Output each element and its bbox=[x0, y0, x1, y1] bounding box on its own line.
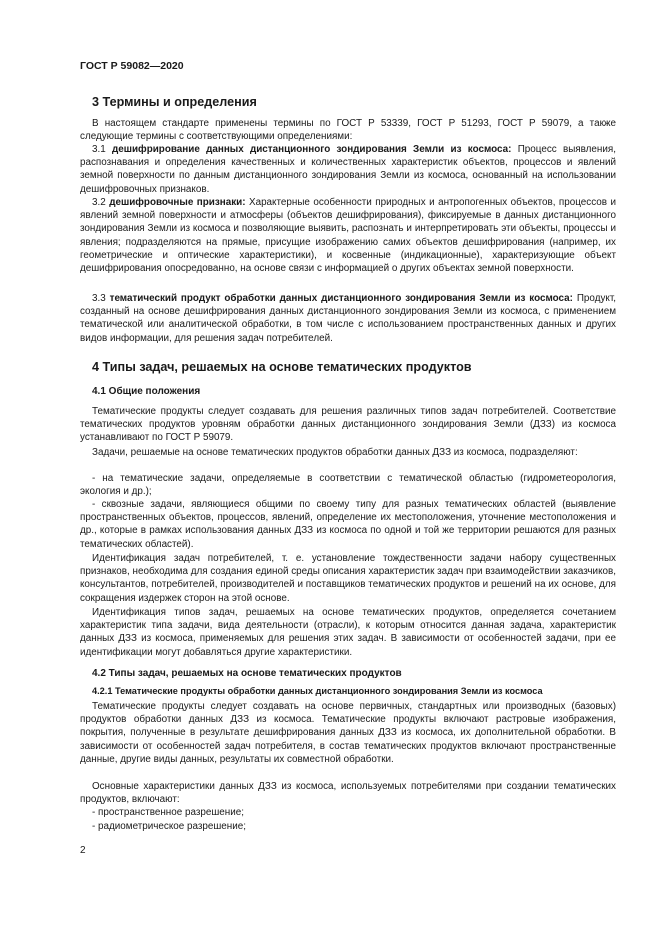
term-3-3: 3.3 тематический продукт обработки данных дистанционного зондирования Земли из космоса: Продукт, созданный на основе дешифрирования данных дистанционного зондирования Земли из космоса, с применением тематической или аналитической обработки, в том числе с использованием пространственных данных и других видов информации, для решения задач потребителей. bbox=[80, 293, 616, 344]
paragraph-4-2-1-4: - радиометрическое разрешение; bbox=[92, 821, 247, 832]
subsection-4-2-heading: 4.2 Типы задач, решаемых на основе тематических продуктов bbox=[92, 668, 402, 679]
term-3-2: 3.2 дешифровочные признаки: Характерные особенности природных и антропогенных объектов, процессов и явлений земной поверхности и атмосферы (объектов дешифрирования), фиксируемые в данных дистанционного зондирования Земли из космоса и позволяющие выявить, распознать и интерпретировать эти объекты, процессы и явления; подразделяются на прямые, присущие изображению самих объектов дешифрирования (например, их геометрические и оптические характеристики), и косвенные (индикационные), характеризующие объект дешифрирования опосредованно, на основе связи с информацией о других объектах земной поверхности. bbox=[80, 197, 617, 275]
section-3-heading: 3 Термины и определения bbox=[92, 95, 257, 109]
section-3-intro: В настоящем стандарте применены термины по ГОСТ Р 53339, ГОСТ Р 51293, ГОСТ Р 59079, а также следующие термины с соответствующими определениями: bbox=[80, 118, 616, 143]
paragraph-4-1-1: Тематические продукты следует создавать для решения различных типов задач потребителей. Соответствие тематических продуктов уровням обработки данных дистанционного зондирования Земли (ДЗЗ) из космоса устанавливают по ГОСТ Р 59079. bbox=[80, 406, 616, 444]
term-3-3-name: тематический продукт обработки данных дистанционного зондирования Земли из космоса: bbox=[109, 293, 573, 304]
paragraph-4-1-3: - на тематические задачи, определяемые в соответствии с тематической областью (гидрометеорология, экология и др.); bbox=[80, 473, 616, 498]
paragraph-4-2-1-3: - пространственное разрешение; bbox=[92, 807, 244, 818]
term-3-2-name: дешифровочные признаки: bbox=[109, 197, 246, 208]
paragraph-4-2-1-1: Тематические продукты следует создавать на основе первичных, стандартных или производных (базовых) продуктов обработки данных ДЗЗ из космоса. Тематические продукты включают растровые изображения, покрытия, полученные в результате дешифрирования данных ДЗЗ из космоса, их дополнительной обработки. В зависимости от особенностей задач потребителя, в состав тематических продуктов включают пространственные данные, другие виды данных, результаты их совместной обработки. bbox=[80, 701, 616, 765]
subsection-4-2-1-heading: 4.2.1 Тематические продукты обработки данных дистанционного зондирования Земли из космоса bbox=[92, 686, 543, 696]
paragraph-4-1-5: Идентификация задач потребителей, т. е. установление тождественности задачи набору существенных признаков, необходима для создания единой среды описания характеристик задач при взаимодействии заказчиков, консультантов, потребителей, производителей и поставщиков тематических продуктов и решений на их основе, для сокращения издержек сторон на этой основе. bbox=[80, 553, 616, 604]
term-3-1-name: дешифрирование данных дистанционного зондирования Земли из космоса: bbox=[112, 144, 512, 155]
paragraph-4-1-4: - сквозные задачи, являющиеся общими по своему типу для разных тематических областей (выявление пространственных объектов, процессов, явлений, определение их местоположения, уточнение местоположения и др., которые в рамках использования данных ДЗЗ из космоса по одной и той же территории решаются для разных тематических областей). bbox=[80, 499, 616, 550]
subsection-4-1-heading: 4.1 Общие положения bbox=[92, 386, 201, 397]
section-4-heading: 4 Типы задач, решаемых на основе тематических продуктов bbox=[92, 360, 472, 374]
document-code-header: ГОСТ Р 59082—2020 bbox=[80, 60, 184, 72]
term-3-1: 3.1 дешифрирование данных дистанционного зондирования Земли из космоса: Процесс выявления, распознавания и определения качественных и количественных характеристик объектов, процессов и явлений земной поверхности по данным дистанционного зондирования Земли из космоса, основанный на использовании дешифровочных признаков. bbox=[80, 144, 616, 195]
paragraph-4-2-1-2: Основные характеристики данных ДЗЗ из космоса, используемых потребителями при создании тематических продуктов, включают: bbox=[80, 781, 616, 806]
paragraph-4-1-6: Идентификация типов задач, решаемых на основе тематических продуктов, определяется сочетанием характеристик типа задачи, вида деятельности (отрасли), к которым относится данная задача, характеристик данных ДЗЗ из космоса, применяемых для решения этих задач. В зависимости от особенностей задачи, при ее идентификации могут добавляться другие характеристики. bbox=[80, 607, 616, 658]
paragraph-4-1-2: Задачи, решаемые на основе тематических продуктов обработки данных ДЗЗ из космоса, подразделяют: bbox=[92, 447, 578, 458]
page-number: 2 bbox=[80, 845, 86, 856]
